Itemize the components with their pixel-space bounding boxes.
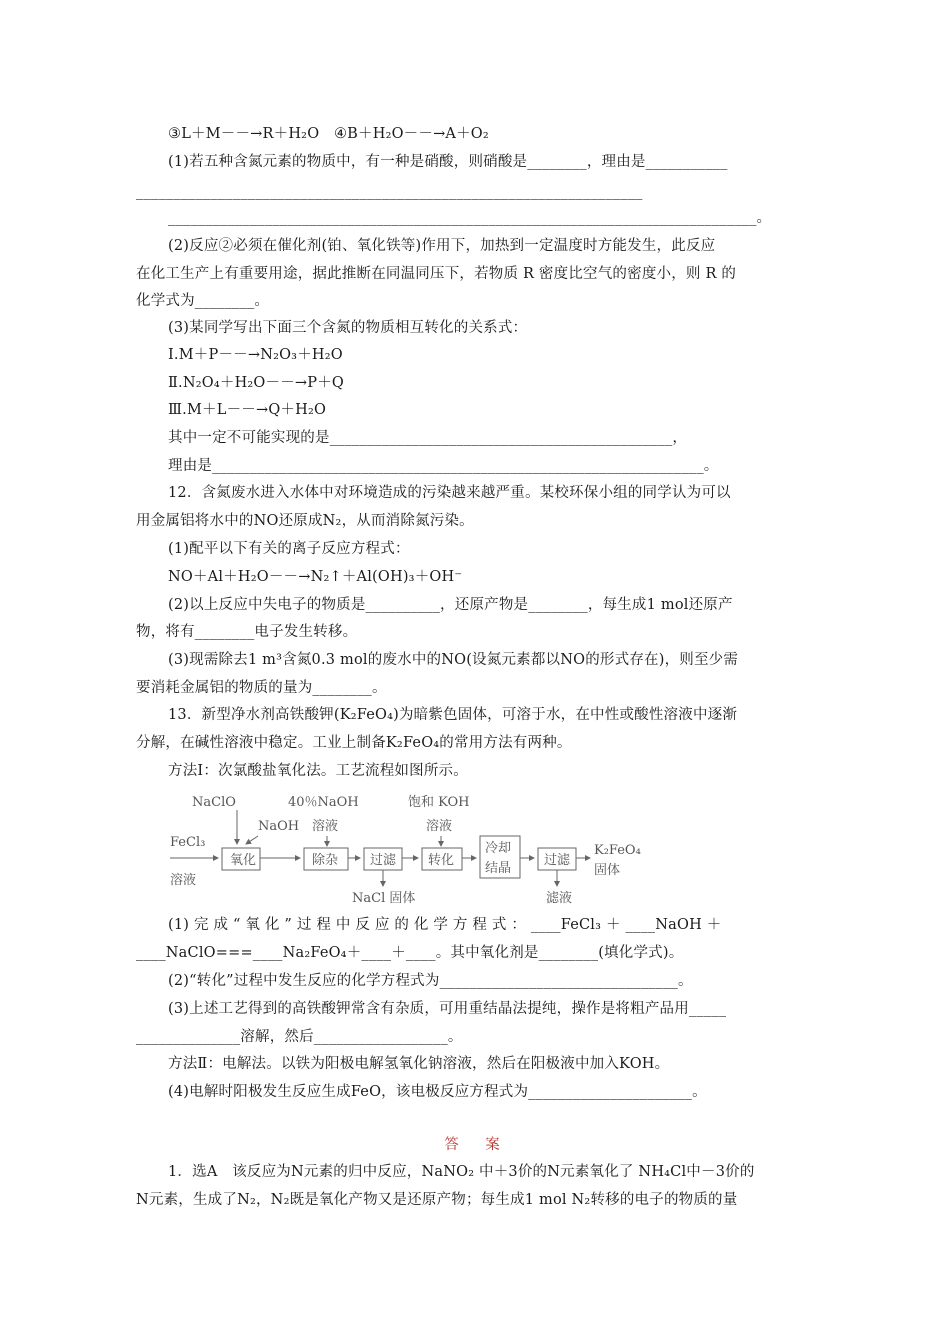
question-13-part4: (4)电解时阳极发生反应生成FeO，该电极反应方程式为______________________。	[168, 1084, 707, 1100]
answer-blank-line: _______________________________________________________________________________。	[168, 210, 772, 226]
paragraph-line: ____NaClO===____Na₂FeO₄＋____＋____。其中氧化剂是________(填化学式)。	[136, 945, 684, 961]
paragraph-line: 分解，在碱性溶液中稳定。工业上制备K₂FeO₄的常用方法有两种。	[136, 735, 572, 751]
arrow	[246, 836, 258, 844]
remove-impurity-label: 除杂	[312, 853, 339, 868]
paragraph-line: 要消耗金属铝的物质的量为________。	[136, 680, 387, 696]
question-12: 12．含氮废水进入水体中对环境造成的污染越来越严重。某校环保小组的同学认为可以	[168, 485, 731, 501]
paragraph-line: 物，将有________电子发生转移。	[136, 624, 358, 640]
paragraph-line: N元素，生成了N₂，N₂既是氧化产物又是还原产物；每生成1 mol N₂转移的电子的物质的量	[136, 1192, 738, 1208]
question-12-part2: (2)以上反应中失电子的物质是__________，还原产物是________，每生成1 mol还原产	[168, 597, 733, 613]
question-13: 13．新型净水剂高铁酸钾(K₂FeO₄)为暗紫色固体，可溶于水，在中性或酸性溶液中逐渐	[168, 707, 738, 723]
paragraph-line: 在化工生产上有重要用途，据此推断在同温同压下，若物质 R 密度比空气的密度小，则 R 的	[136, 266, 737, 282]
method-1-heading: 方法Ⅰ：次氯酸盐氧化法。工艺流程如图所示。	[168, 763, 468, 779]
answer-1: 1．选A 该反应为N元素的归中反应，NaNO₂ 中＋3价的N元素氧化了 NH₄Cl中－3价的	[168, 1164, 755, 1180]
paragraph-line: 其中一定不可能实现的是______________________________________________，	[168, 430, 688, 446]
paragraph-line: 理由是__________________________________________________________________。	[168, 458, 719, 474]
question-11-part2: (2)反应②必须在催化剂(铂、氧化铁等)作用下，加热到一定温度时方能发生，此反应	[168, 238, 716, 254]
question-12-part3: (3)现需除去1 m³含氮0.3 mol的废水中的NO(设氮元素都以NO的形式存在)，则至少需	[168, 652, 739, 668]
fecl3-label: FeCl₃	[170, 835, 206, 850]
equation-i: Ⅰ.M＋P－－→N₂O₃＋H₂O	[168, 347, 343, 363]
equation-iii: Ⅲ.M＋L－－→Q＋H₂O	[168, 402, 327, 418]
process-flow-diagram	[160, 790, 660, 910]
equation-ii: Ⅱ.N₂O₄＋H₂O－－→P＋Q	[168, 375, 345, 391]
oxidize-label: 氧化	[230, 853, 257, 868]
naclo-label: NaClO	[192, 795, 236, 810]
convert-label: 转化	[428, 853, 455, 868]
answer-heading: 答 案	[444, 1137, 506, 1153]
fecl3-solution-label: 溶液	[170, 873, 197, 888]
crystallize-label: 结晶	[485, 861, 512, 876]
answer-blank-line: ____________________________________________________________________	[136, 184, 643, 200]
product-state-label: 固体	[594, 863, 621, 878]
filtrate-label: 滤液	[546, 891, 573, 906]
paragraph-line: 用金属铝将水中的NO还原成N₂，从而消除氮污染。	[136, 513, 474, 529]
solution-label: 溶液	[312, 819, 339, 834]
filter-label: 过滤	[544, 853, 571, 868]
filter-label: 过滤	[370, 853, 397, 868]
koh-label: 饱和 KOH	[408, 795, 470, 810]
ion-equation: NO＋Al＋H₂O－－→N₂↑＋Al(OH)₃＋OH⁻	[168, 569, 463, 585]
solution-label: 溶液	[426, 819, 453, 834]
naoh-label: NaOH	[258, 819, 300, 834]
question-11-part1: (1)若五种含氮元素的物质中，有一种是硝酸，则硝酸是________，理由是___________	[168, 154, 728, 170]
naoh40-label: 40％NaOH	[288, 795, 359, 810]
nacl-byproduct-label: NaCl 固体	[352, 891, 416, 906]
method-2-heading: 方法Ⅱ：电解法。以铁为阳极电解氢氧化钠溶液，然后在阳极液中加入KOH。	[168, 1056, 670, 1072]
paragraph-line: ______________溶解，然后__________________。	[136, 1029, 463, 1045]
question-13-part2: (2)“转化”过程中发生反应的化学方程式为________________________________。	[168, 973, 693, 989]
question-12-part1: (1)配平以下有关的离子反应方程式：	[168, 541, 410, 557]
question-13-part3: (3)上述工艺得到的高铁酸钾常含有杂质，可用重结晶法提纯，操作是将粗产品用_____	[168, 1001, 727, 1017]
question-11-part3: (3)某同学写出下面三个含氮的物质相互转化的关系式：	[168, 320, 528, 336]
product-label: K₂FeO₄	[594, 843, 641, 858]
cool-label: 冷却	[485, 841, 512, 856]
question-13-part1: (1) 完 成 “ 氧 化 ” 过 程 中 反 应 的 化 学 方 程 式 ： ____FeCl₃ ＋ ____NaOH ＋	[168, 917, 722, 933]
reaction-line-3-4: ③L＋M－－→R＋H₂O ④B＋H₂O－－→A＋O₂	[168, 126, 489, 142]
paragraph-line: 化学式为________。	[136, 293, 270, 309]
